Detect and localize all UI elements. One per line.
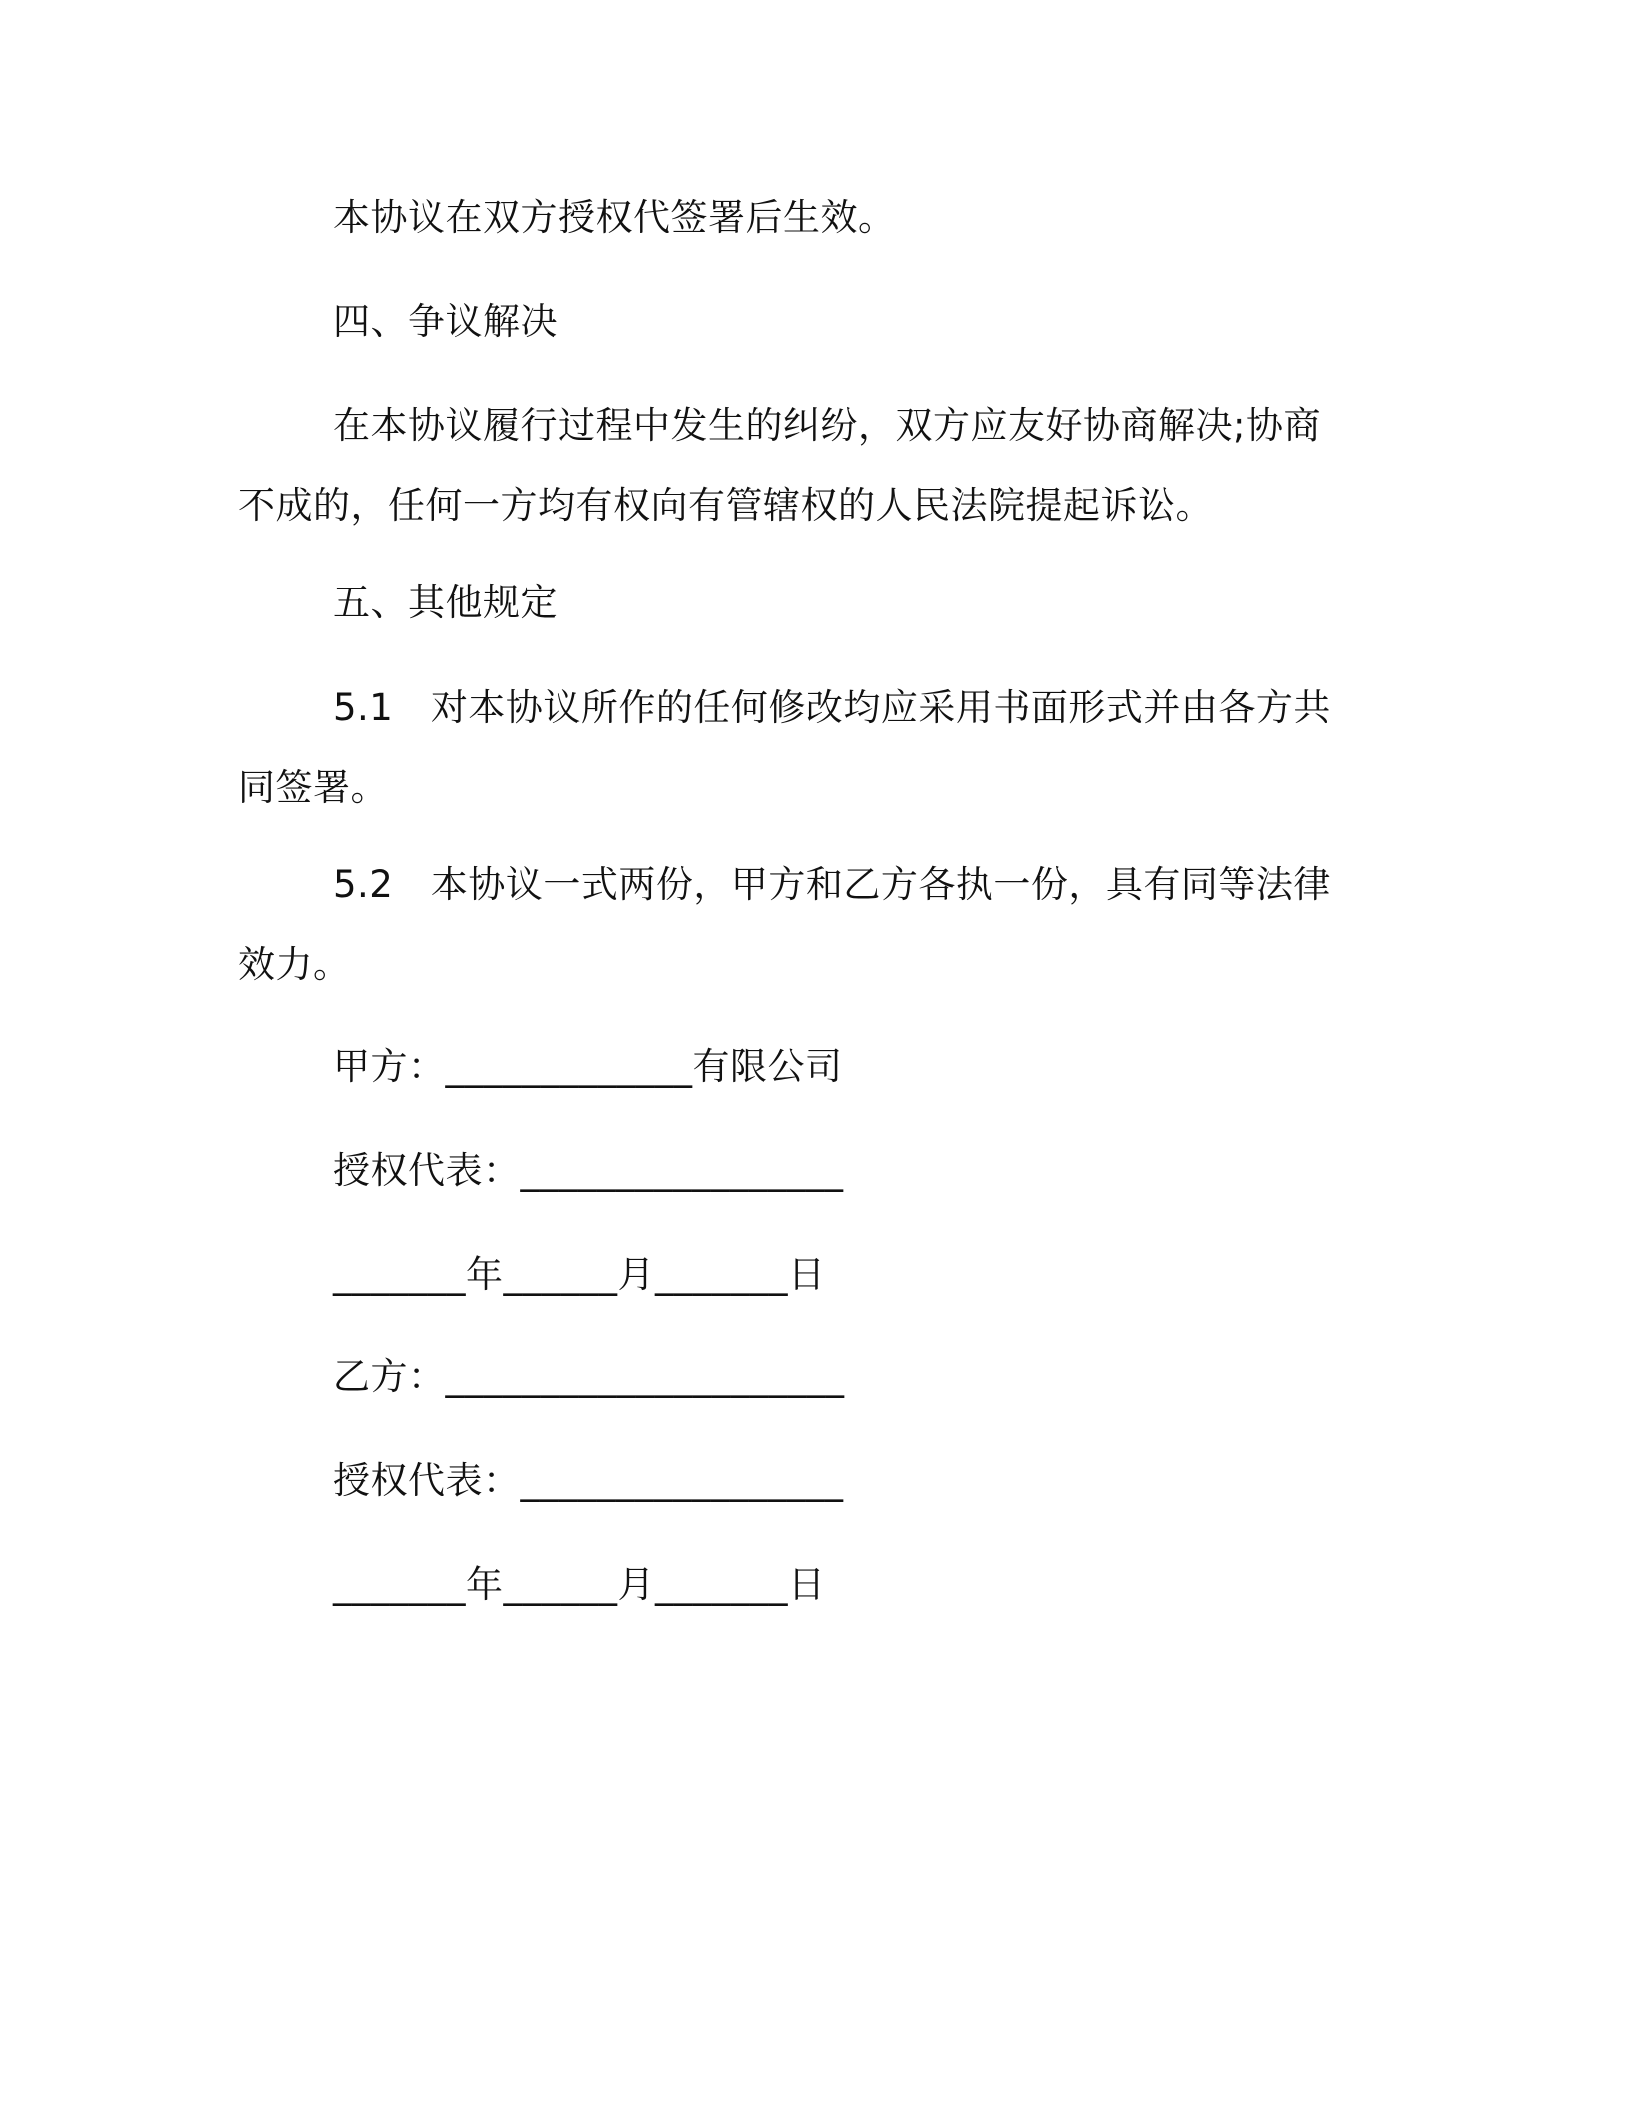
- section-heading-dispute: 四、争议解决: [333, 300, 558, 343]
- clause-5-2: 5.2 本协议一式两份，甲方和乙方各执一份，具有同等法律效力。: [238, 863, 1331, 986]
- effective-clause: 本协议在双方授权代签署后生效。: [333, 196, 896, 239]
- party-a-date-line: _______年______月_______日: [333, 1253, 826, 1296]
- party-b-date-line: _______年______月_______日: [333, 1563, 826, 1606]
- section-heading-other: 五、其他规定: [333, 581, 558, 624]
- clause-5-1: 5.1 对本协议所作的任何修改均应采用书面形式并由各方共同签署。: [238, 686, 1331, 809]
- dispute-clause: 在本协议履行过程中发生的纠纷，双方应友好协商解决;协商不成的，任何一方均有权向有管辖权的人民法院提起诉讼。: [238, 404, 1321, 527]
- party-b-representative-line: 授权代表：_________________: [333, 1459, 844, 1502]
- party-a-line: 甲方：_____________有限公司: [333, 1045, 843, 1088]
- party-b-line: 乙方：_____________________: [333, 1355, 845, 1398]
- party-a-representative-line: 授权代表：_________________: [333, 1149, 844, 1192]
